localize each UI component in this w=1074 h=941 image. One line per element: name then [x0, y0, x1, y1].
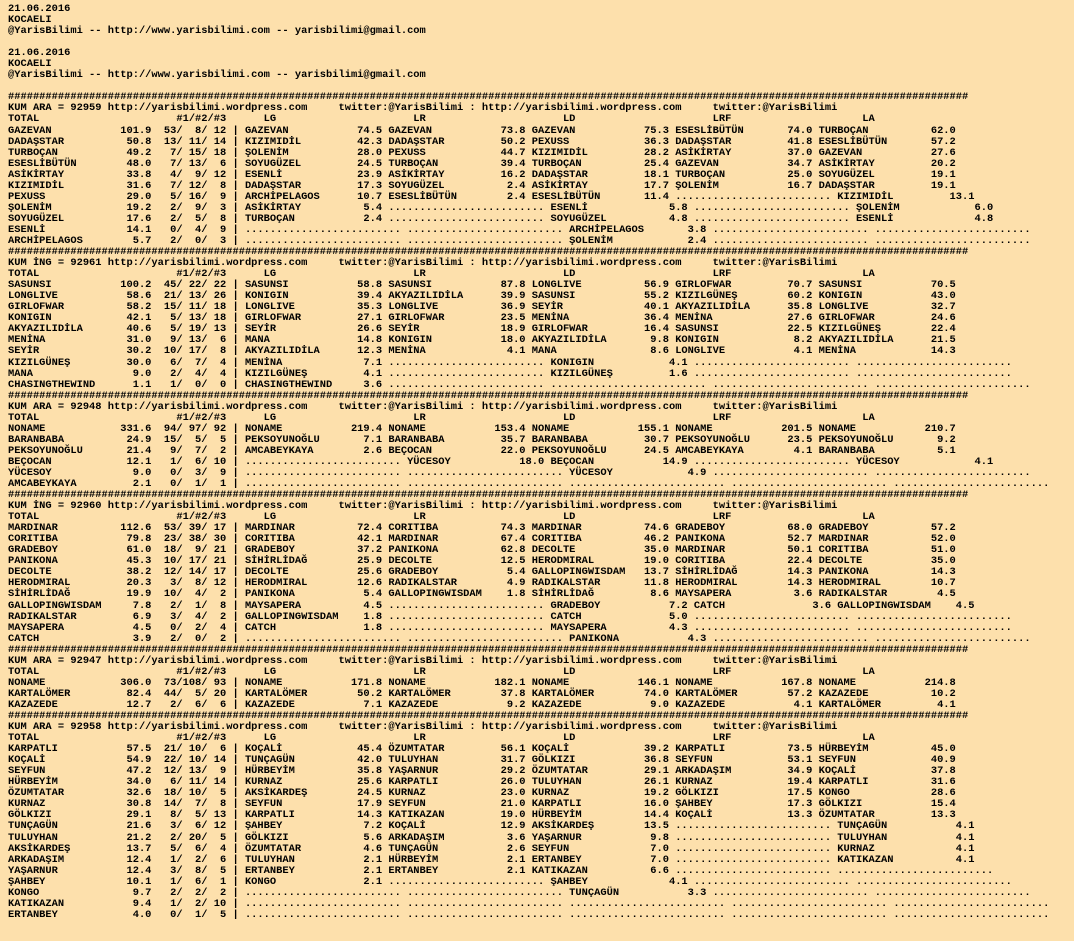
text-line: ŞAHBEY 10.1 1/ 6/ 1 | KONGO 2.1 ......................... ŞAHBEY 4.1 ......................... ......................... [8, 875, 1012, 888]
text-line: KARTALÖMER 82.4 44/ 5/ 20 | KARTALÖMER 50.2 KARTALÖMER 37.8 KARTALÖMER 74.0 KARTALÖMER 57.2 KAZAZEDE 10.2 [8, 687, 956, 700]
text-line: ARKADAŞIM 12.4 1/ 2/ 6 | TULUYHAN 2.1 HÜRBEYİM 2.1 ERTANBEY 7.0 ......................... KATIKAZAN 4.1 [8, 853, 975, 866]
text-line: TOTAL #1/#2/#3 LG LR LD LRF LA [8, 268, 875, 281]
text-line: MENİNA 31.0 9/ 13/ 6 | MANA 14.8 KONIGIN 18.0 AKYAZILIDİLA 9.8 KONIGIN 8.2 AKYAZILIDİLA 21.5 [8, 334, 956, 347]
text-line: BEÇOCAN 12.1 1/ 6/ 10 | ......................... YÜCESOY 18.0 BEÇOCAN 14.9 ......................... YÜCESOY 4.1 [8, 455, 994, 468]
text-line: AKYAZILIDİLA 40.6 5/ 19/ 13 | SEYİR 26.6 SEYİR 18.9 GIRLOFWAR 16.4 SASUNSI 22.5 KIZILGÜNEŞ 22.4 [8, 323, 956, 336]
text-line: GALLOPINGWISDAM 7.8 2/ 1/ 8 | MAYSAPERA 4.5 ......................... GRADEBOY 7.2 CATCH 3.6 GALLOPINGWISDAM 4.5 [8, 599, 975, 612]
text-line: GÖLKIZI 29.1 8/ 5/ 13 | KARPATLI 14.3 KATIKAZAN 19.0 HÜRBEYİM 14.4 KOÇALİ 13.3 ÖZUMTATAR 13.3 [8, 809, 956, 822]
text-line: CATCH 3.9 2/ 0/ 2 | ......................... ......................... PANIKONA 4.3 ......................... ......................... [8, 632, 1031, 645]
text-line: 21.06.2016 [8, 47, 71, 60]
text-line: ########################################################################################################################################################## [8, 91, 969, 104]
text-line: DECOLTE 38.2 12/ 14/ 17 | DECOLTE 25.6 GRADEBOY 5.4 GALLOPINGWISDAM 13.7 SİHİRLİDAĞ 14.3 PANIKONA 14.3 [8, 566, 956, 579]
text-line: KOCAELI [8, 14, 52, 27]
text-line: PANIKONA 45.3 10/ 17/ 21 | SİHİRLİDAĞ 25.9 DECOLTE 12.5 HERODMIRAL 19.0 CORITIBA 22.4 DECOLTE 35.0 [8, 555, 956, 568]
text-line: MANA 9.0 2/ 4/ 4 | KIZILGÜNEŞ 4.1 ......................... KIZILGÜNEŞ 1.6 ......................... ......................... [8, 367, 1012, 380]
text-line: GIRLOFWAR 58.2 15/ 11/ 18 | LONGLIVE 35.3 LONGLIVE 36.9 SEYİR 40.1 AKYAZILIDİLA 35.8 LONGLIVE 32.7 [8, 301, 956, 314]
text-line: TOTAL #1/#2/#3 LG LR LD LRF LA [8, 732, 875, 745]
text-line: KUM ARA = 92947 http://yarisbilimi.wordpress.com twitter:@YarisBilimi : http://yarisbilimi.wordpress.com twitter:@YarisBilimi [8, 654, 838, 667]
text-line: ########################################################################################################################################################## [8, 246, 969, 259]
text-line: NONAME 331.6 94/ 97/ 92 | NONAME 219.4 NONAME 153.4 NONAME 155.1 NONAME 201.5 NONAME 210.7 [8, 422, 956, 435]
text-line: TULUYHAN 21.2 2/ 20/ 5 | GÖLKIZI 5.6 ARKADAŞIM 3.6 YAŞARNUR 9.8 ......................... TULUYHAN 4.1 [8, 831, 975, 844]
text-line: HÜRBEYİM 34.0 6/ 11/ 14 | KURNAZ 25.6 KARPATLI 26.0 TULUYHAN 26.1 KURNAZ 19.4 KARPATLI 31.6 [8, 776, 956, 789]
text-line: ########################################################################################################################################################## [8, 489, 969, 502]
text-line: TOTAL #1/#2/#3 LG LR LD LRF LA [8, 113, 875, 126]
text-line: @YarisBilimi -- http://www.yarisbilimi.com -- yarisbilimi@gmail.com [8, 69, 426, 82]
text-line: SİHİRLİDAĞ 19.9 10/ 4/ 2 | PANIKONA 5.4 GALLOPINGWISDAM 1.8 SİHİRLİDAĞ 8.6 MAYSAPERA 3.6 RADIKALSTAR 4.5 [8, 588, 956, 601]
text-line: TOTAL #1/#2/#3 LG LR LD LRF LA [8, 411, 875, 424]
text-line: TOTAL #1/#2/#3 LG LR LD LRF LA [8, 665, 875, 678]
text-line: PEKSOYUNOĞLU 21.4 9/ 7/ 2 | AMCABEYKAYA 2.6 BEÇOCAN 22.0 PEKSOYUNOĞLU 24.5 AMCABEYKAYA 4.1 BARANBABA 5.1 [8, 444, 956, 457]
text-line: SASUNSI 100.2 45/ 22/ 22 | SASUNSI 58.8 SASUNSI 87.8 LONGLIVE 56.9 GIRLOFWAR 70.7 SASUNSI 70.5 [8, 279, 956, 292]
text-line: ARCHİPELAGOS 5.7 2/ 0/ 3 | ......................... ......................... ŞOLENİM 2.4 ......................... ......................... [8, 234, 1031, 247]
text-line: SEYFUN 47.2 12/ 13/ 9 | HÜRBEYİM 35.8 YAŞARNUR 29.2 ÖZUMTATAR 29.1 ARKADAŞIM 34.9 KOÇALİ 37.8 [8, 765, 956, 778]
text-line: CORITIBA 79.8 23/ 38/ 30 | CORITIBA 42.1 MARDINAR 67.4 CORITIBA 46.2 PANIKONA 52.7 MARDINAR 52.0 [8, 533, 956, 546]
text-line: AMCABEYKAYA 2.1 0/ 1/ 1 | ......................... ......................... ......................... ......................... ......................... [8, 478, 1050, 491]
text-line: KUM ARA = 92958 http://yarisbilimi.wordpress.com twitter:@YarisBilimi : http://yarisbilimi.wordpress.com twitter:@YarisBilimi [8, 721, 838, 734]
text-line: KAZAZEDE 12.7 2/ 6/ 6 | KAZAZEDE 7.1 KAZAZEDE 9.2 KAZAZEDE 9.0 KAZAZEDE 4.1 KARTALÖMER 4.1 [8, 698, 956, 711]
text-line: GAZEVAN 101.9 53/ 8/ 12 | GAZEVAN 74.5 GAZEVAN 73.8 GAZEVAN 75.3 ESESLİBÜTÜN 74.0 TURBOÇAN 62.0 [8, 124, 956, 137]
text-line: KARPATLI 57.5 21/ 10/ 6 | KOÇALİ 45.4 ÖZUMTATAR 56.1 KOÇALİ 39.2 KARPATLI 73.5 HÜRBEYİM 45.0 [8, 743, 956, 756]
text-line: BARANBABA 24.9 15/ 5/ 5 | PEKSOYUNOĞLU 7.1 BARANBABA 35.7 BARANBABA 30.7 PEKSOYUNOĞLU 23.5 PEKSOYUNOĞLU 9.2 [8, 433, 956, 446]
text-line: KOCAELI [8, 58, 52, 71]
text-line: ########################################################################################################################################################## [8, 643, 969, 656]
text-line: KIZILGÜNEŞ 30.0 6/ 7/ 4 | MENİNA 7.1 ......................... KONIGIN 4.1 ......................... ......................... [8, 356, 1012, 369]
text-line: KURNAZ 30.8 14/ 7/ 8 | SEYFUN 17.9 SEYFUN 21.0 KARPATLI 16.0 ŞAHBEY 17.3 GÖLKIZI 15.4 [8, 798, 956, 811]
text-line: KUM ARA = 92948 http://yarisbilimi.wordpress.com twitter:@YarisBilimi : http://yarisbilimi.wordpress.com twitter:@YarisBilimi [8, 400, 838, 413]
text-line: ########################################################################################################################################################## [8, 389, 969, 402]
text-line: ########################################################################################################################################################## [8, 710, 969, 722]
text-line: RADIKALSTAR 6.9 3/ 4/ 2 | GALLOPINGWISDAM 1.8 ......................... CATCH 5.0 ......................... ......................... [8, 610, 1012, 623]
text-line: @YarisBilimi -- http://www.yarisbilimi.com -- yarisbilimi@gmail.com [8, 25, 426, 38]
text-line: ESESLİBÜTÜN 48.0 7/ 13/ 6 | SOYUGÜZEL 24.5 TURBOÇAN 39.4 TURBOÇAN 25.4 GAZEVAN 34.7 ASİKİRTAY 20.2 [8, 157, 956, 170]
text-line: KONGO 9.7 2/ 2/ 2 | ......................... ......................... TUNÇAGÜN 3.3 ......................... ......................... [8, 886, 1031, 899]
text-line: AKSİKARDEŞ 13.7 5/ 6/ 4 | ÖZUMTATAR 4.6 TUNÇAGÜN 2.6 SEYFUN 7.0 ......................... KURNAZ 4.1 [8, 842, 975, 855]
text-line: NONAME 306.0 73/108/ 93 | NONAME 171.8 NONAME 182.1 NONAME 146.1 NONAME 167.8 NONAME 214.8 [8, 676, 956, 689]
text-line: ŞOLENİM 19.2 2/ 9/ 3 | ASİKİRTAY 5.4 ......................... ESENLİ 5.8 ......................... ŞOLENİM 6.0 [8, 201, 994, 214]
text-line: ESENLİ 14.1 0/ 4/ 9 | ......................... ......................... ARCHİPELAGOS 3.8 ......................... ......................... [8, 223, 1031, 236]
text-line: SEYİR 30.2 10/ 17/ 8 | AKYAZILIDİLA 12.3 MENİNA 4.1 MANA 8.6 LONGLIVE 4.1 MENİNA 14.3 [8, 345, 956, 358]
text-line: LONGLIVE 58.6 21/ 13/ 26 | KONIGIN 39.4 AKYAZILIDİLA 39.9 SASUNSI 55.2 KIZILGÜNEŞ 60.2 KONIGIN 43.0 [8, 290, 956, 303]
text-line: KUM İNG = 92960 http://yarisbilimi.wordpress.com twitter:@YarisBilimi : http://yarisbilimi.wordpress.com twitter:@YarisBilimi [8, 500, 838, 513]
text-line: MAYSAPERA 4.5 0/ 2/ 4 | CATCH 1.8 ......................... MAYSAPERA 4.3 ......................... ......................... [8, 621, 1012, 634]
text-line: KUM İNG = 92961 http://yarisbilimi.wordpress.com twitter:@YarisBilimi : http://yarisbilimi.wordpress.com twitter:@YarisBilimi [8, 257, 838, 270]
text-line: HERODMIRAL 20.3 3/ 8/ 12 | HERODMIRAL 12.6 RADIKALSTAR 4.9 RADIKALSTAR 11.8 HERODMIRAL 14.3 HERODMIRAL 10.7 [8, 577, 956, 590]
text-line: KUM ARA = 92959 http://yarisbilimi.wordpress.com twitter:@YarisBilimi : http://yarisbilimi.wordpress.com twitter:@YarisBilimi [8, 102, 838, 115]
text-line: CHASINGTHEWIND 1.1 1/ 0/ 0 | CHASINGTHEWIND 3.6 ......................... ......................... ......................... ......................... [8, 378, 1031, 391]
text-line: GRADEBOY 61.0 18/ 9/ 21 | GRADEBOY 37.2 PANIKONA 62.8 DECOLTE 35.0 MARDINAR 50.1 CORITIBA 51.0 [8, 544, 956, 557]
text-line: TURBOÇAN 49.2 7/ 15/ 18 | ŞOLENİM 28.0 PEXUSS 44.7 KIZIMIDİL 28.2 ASİKİRTAY 37.0 GAZEVAN 27.6 [8, 146, 956, 159]
text-line: MARDINAR 112.6 53/ 39/ 17 | MARDINAR 72.4 CORITIBA 74.3 MARDINAR 74.6 GRADEBOY 68.0 GRADEBOY 57.2 [8, 522, 956, 535]
text-line: KONIGIN 42.1 5/ 13/ 18 | GIRLOFWAR 27.1 GIRLOFWAR 23.5 MENİNA 36.4 MENİNA 27.6 GIRLOFWAR 24.6 [8, 312, 956, 325]
text-line: ÖZUMTATAR 32.6 18/ 10/ 5 | AKSİKARDEŞ 24.5 KURNAZ 23.0 KURNAZ 19.2 GÖLKIZI 17.5 KONGO 28.6 [8, 787, 956, 800]
text-line: DADAŞSTAR 50.8 13/ 11/ 14 | KIZIMIDİL 42.3 DADAŞSTAR 50.2 PEXUSS 36.3 DADAŞSTAR 41.8 ESESLİBÜTÜN 57.2 [8, 135, 956, 148]
text-line: SOYUGÜZEL 17.6 2/ 5/ 8 | TURBOÇAN 2.4 ......................... SOYUGÜZEL 4.8 ......................... ESENLİ 4.8 [8, 212, 994, 225]
text-line: KATIKAZAN 9.4 1/ 2/ 10 | ......................... ......................... ......................... ......................... ......................... [8, 897, 1050, 910]
text-line: KIZIMIDİL 31.6 7/ 12/ 8 | DADAŞSTAR 17.3 SOYUGÜZEL 2.4 ASİKİRTAY 17.7 ŞOLENİM 16.7 DADAŞSTAR 19.1 [8, 179, 956, 192]
text-line: 21.06.2016 [8, 3, 71, 15]
text-line: ASİKİRTAY 33.8 4/ 9/ 12 | ESENLİ 23.9 ASİKİRTAY 16.2 DADAŞSTAR 18.1 TURBOÇAN 25.0 SOYUGÜZEL 19.1 [8, 168, 956, 181]
text-line: YAŞARNUR 12.4 3/ 8/ 5 | ERTANBEY 2.1 ERTANBEY 2.1 KATIKAZAN 6.6 ......................... ......................... [8, 864, 994, 877]
text-line: ERTANBEY 4.0 0/ 1/ 5 | ......................... ......................... ......................... ......................... ......................... [8, 908, 1050, 921]
text-line: YÜCESOY 9.0 0/ 3/ 9 | ......................... ......................... YÜCESOY 4.9 ......................... ......................... [8, 466, 1031, 479]
text-line: TUNÇAGÜN 21.6 3/ 6/ 12 | ŞAHBEY 7.2 KOÇALİ 12.9 AKSİKARDEŞ 13.5 ......................... TUNÇAGÜN 4.1 [8, 820, 975, 833]
text-line: TOTAL #1/#2/#3 LG LR LD LRF LA [8, 511, 875, 524]
text-line: PEXUSS 29.0 5/ 16/ 9 | ARCHİPELAGOS 10.7 ESESLİBÜTÜN 2.4 ESESLİBÜTÜN 11.4 ......................... KIZIMIDİL 13.1 [8, 190, 975, 203]
text-line: KOÇALİ 54.9 22/ 10/ 14 | TUNÇAGÜN 42.0 TULUYHAN 31.7 GÖLKIZI 36.8 SEYFUN 53.1 SEYFUN 40.9 [8, 754, 956, 767]
text-line [8, 37, 1074, 48]
